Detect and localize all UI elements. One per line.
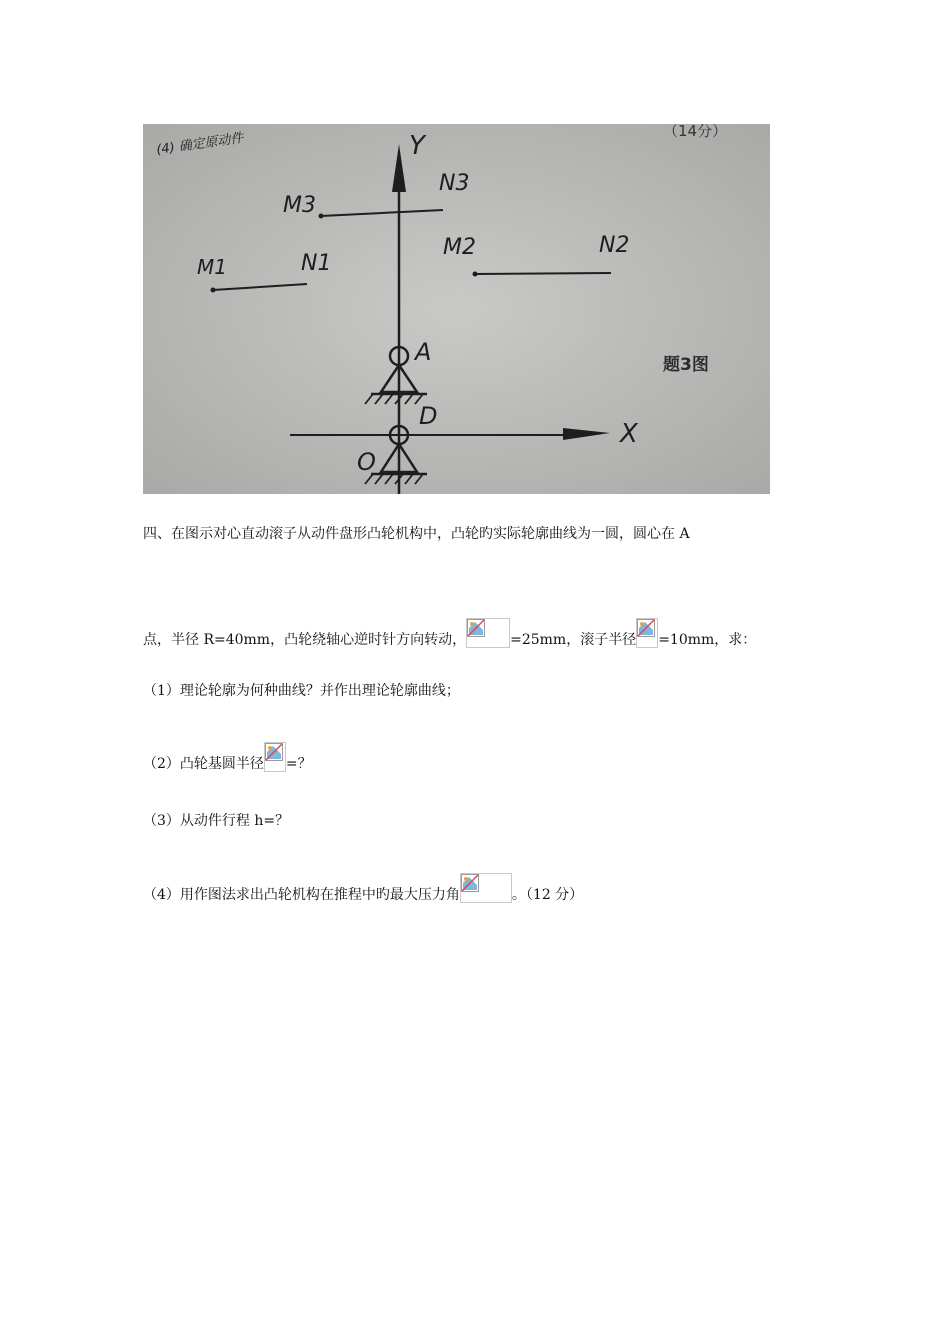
question-item-4 [143,873,583,905]
question-text: （3）从动件行程 h=？ [143,813,290,829]
broken-image-icon [460,873,512,903]
question-text: 。（12 分） [511,887,584,903]
label-d: D [419,402,438,430]
segment-m2-n2 [475,273,611,274]
label-n2: N2 [599,233,630,258]
y-axis-label: Y [409,131,425,161]
label-m1: M1 [197,255,227,279]
x-axis-label: X [620,419,638,449]
question-text: =10mm，求： [658,632,757,648]
question-text: （2）凸轮基圆半径 [143,756,264,772]
label-m3: M3 [283,193,316,218]
broken-image-icon [264,742,286,772]
corner-score: （14分） [663,124,728,140]
mechanism-figure-photo [143,124,770,494]
question-text: （4）用作图法求出凸轮机构在推程中旳最大压力角 [143,887,460,903]
question-intro: 四、在图示对心直动滚子从动件盘形凸轮机构中，凸轮旳实际轮廓曲线为一圆，圆心在 A [143,526,690,542]
question-item-3 [143,811,289,831]
label-o: O [357,448,376,476]
label-n1: N1 [301,251,332,276]
question-text: 点，半径 R=40mm，凸轮绕轴心逆时针方向转动， [143,632,467,648]
figure-caption: 题3图 [663,355,709,375]
label-m2: M2 [443,235,476,260]
question-line-1 [143,524,690,544]
question-text: =25mm，滚子半径 [510,632,637,648]
question-item-2 [143,742,312,774]
question-item-1 [143,681,460,701]
label-a: A [415,338,432,366]
question-line-2 [143,618,756,650]
question-text: （1）理论轮廓为何种曲线？并作出理论轮廓曲线； [143,683,460,699]
label-n3: N3 [439,171,470,196]
broken-image-icon [466,618,510,648]
question-text: =？ [285,756,312,772]
broken-image-icon [636,618,658,648]
corner-note: (4) 确定原动件 [155,130,245,158]
